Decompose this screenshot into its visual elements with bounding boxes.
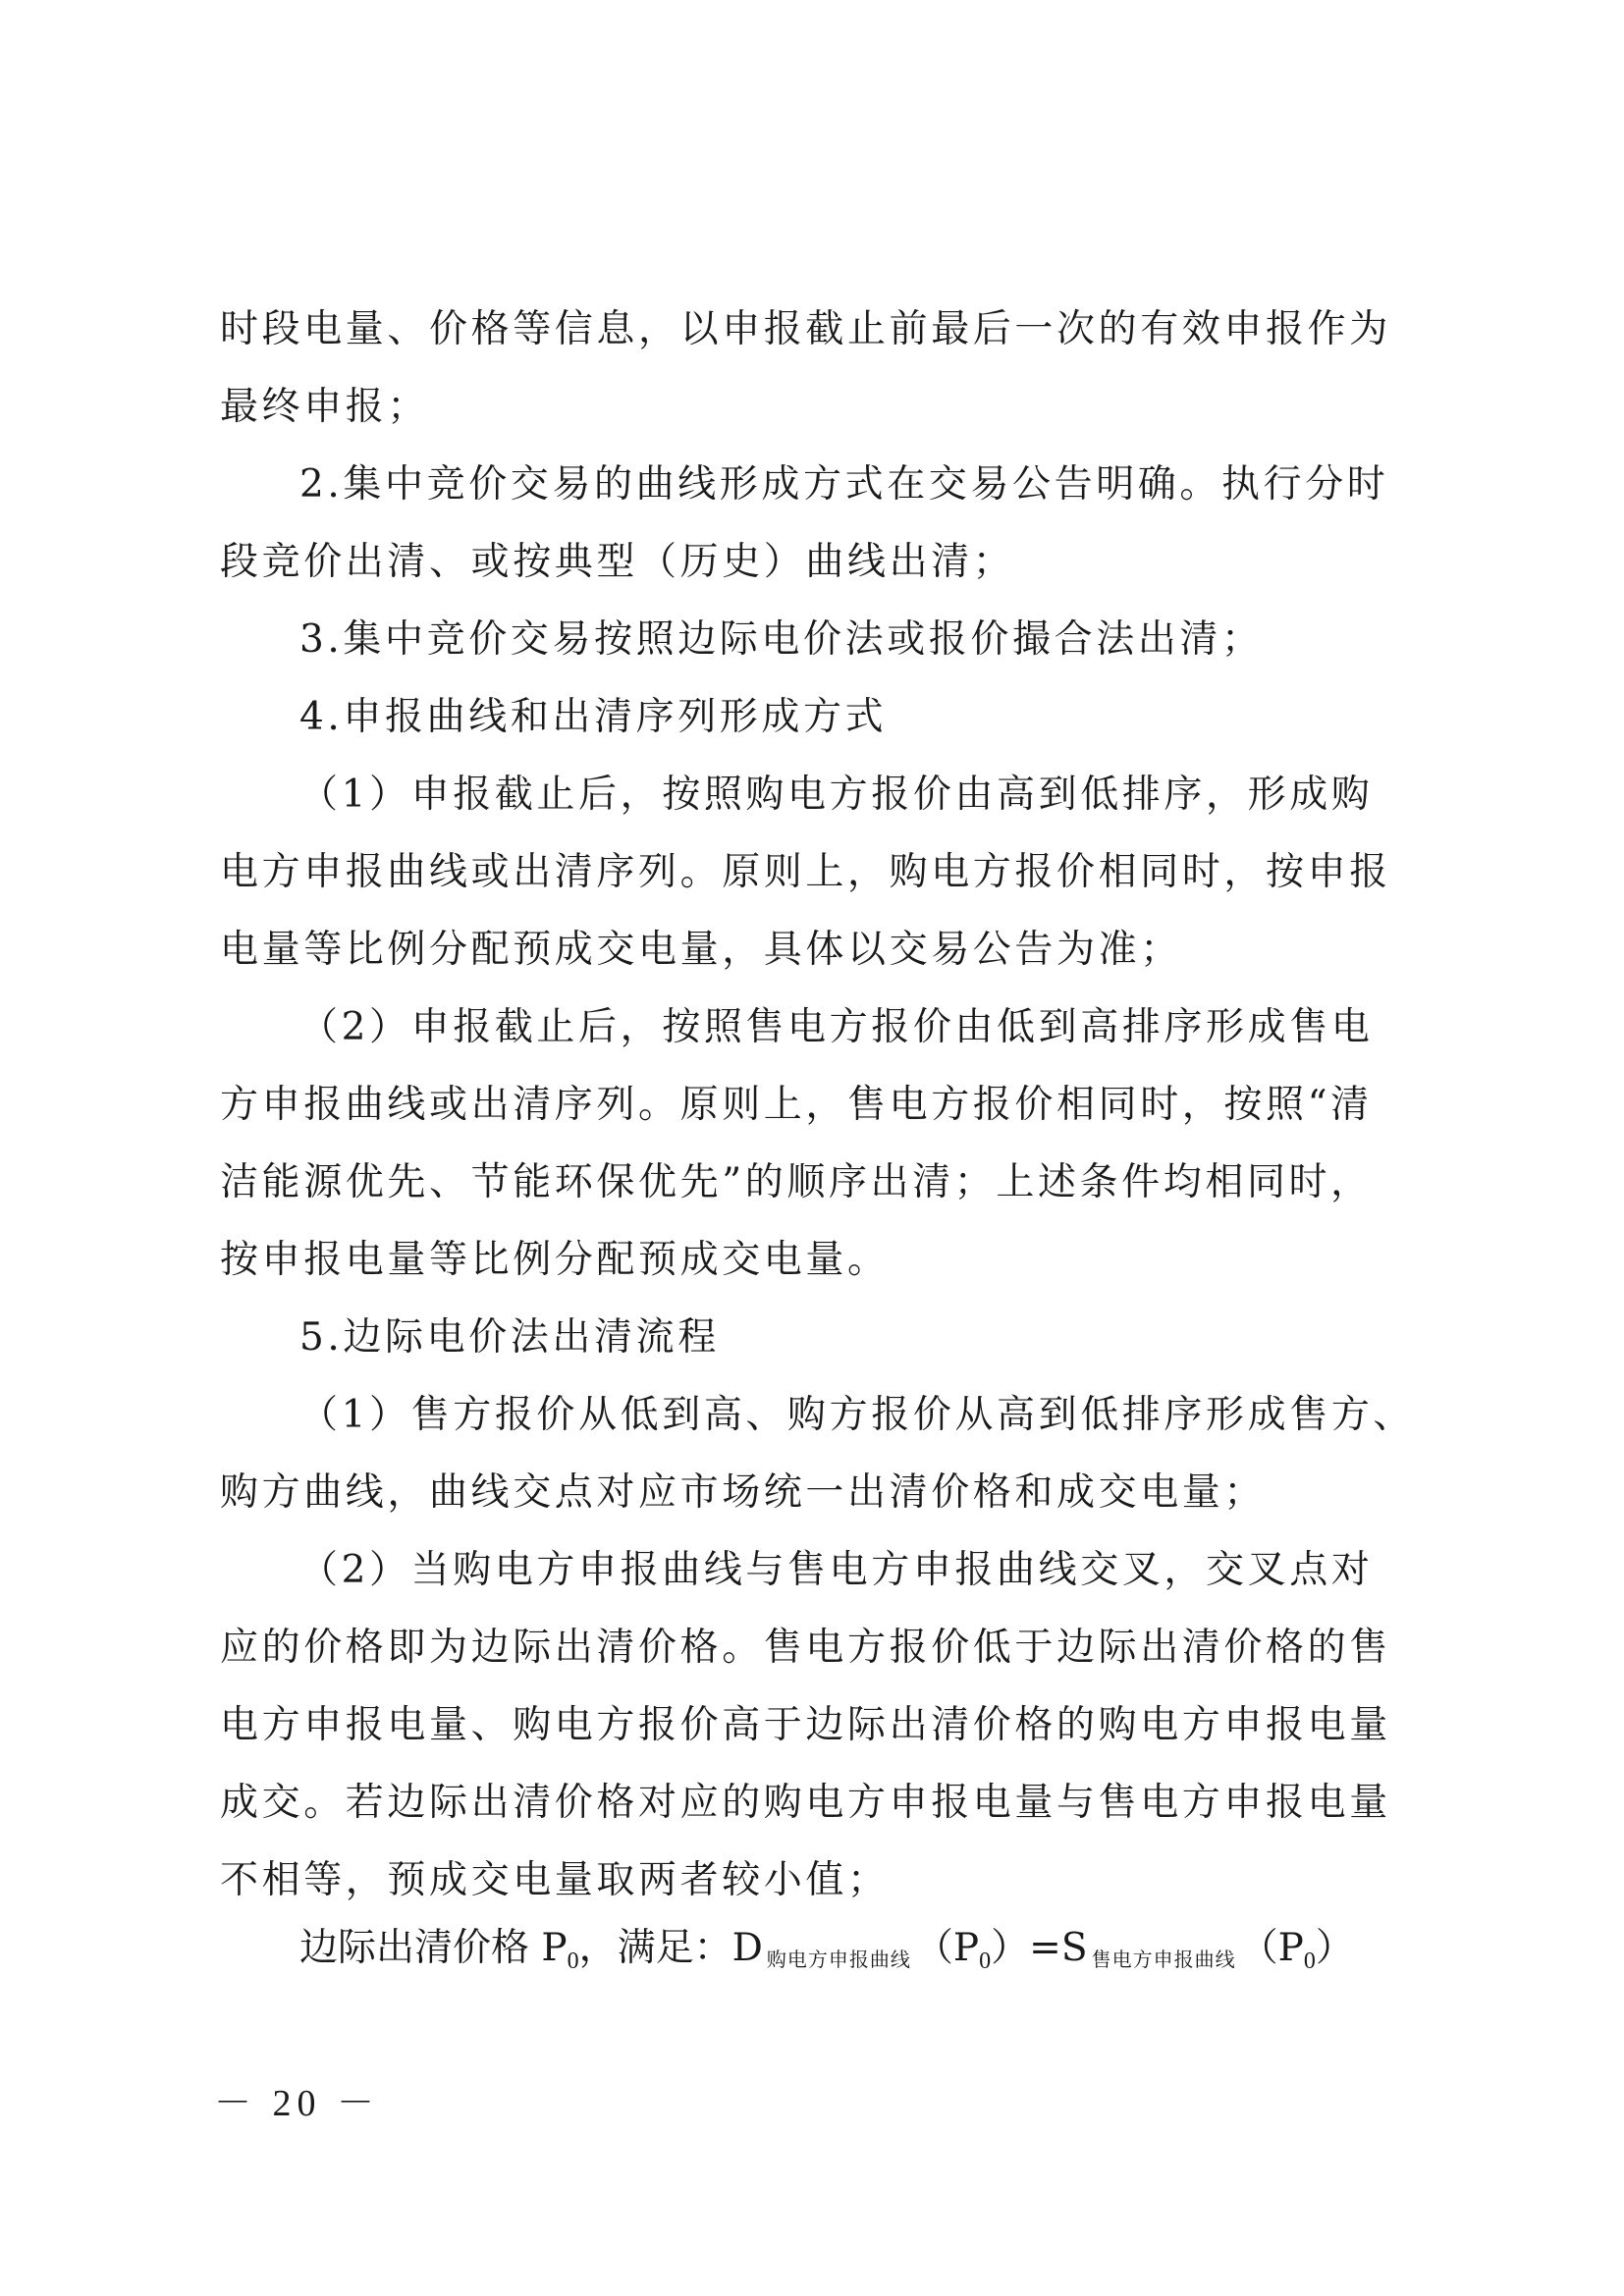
body-line: 电方申报曲线或出清序列。原则上，购电方报价相同时，按申报 — [220, 850, 1391, 894]
body-line: 应的价格即为边际出清价格。售电方报价低于边际出清价格的售 — [220, 1626, 1391, 1670]
formula-middle: ，满足：D — [578, 1926, 763, 1970]
section-heading: 4.申报曲线和出清序列形成方式 — [299, 695, 888, 739]
body-line: 按申报电量等比例分配预成交电量。 — [220, 1238, 890, 1282]
body-line: （2）当购电方申报曲线与售电方申报曲线交叉，交叉点对 — [299, 1548, 1374, 1592]
body-line: 电量等比例分配预成交电量，具体以交易公告为准； — [220, 928, 1182, 972]
formula-prefix: 边际出清价格 P — [299, 1926, 568, 1970]
body-line: 不相等，预成交电量取两者较小值； — [220, 1858, 890, 1902]
body-line: 洁能源优先、节能环保优先”的顺序出清；上述条件均相同时， — [220, 1160, 1373, 1204]
body-line: 时段电量、价格等信息，以申报截止前最后一次的有效申报作为 — [220, 307, 1391, 351]
formula-arg1-open: （P — [914, 1926, 980, 1970]
body-line: 2.集中竞价交易的曲线形成方式在交易公告明确。执行分时 — [299, 462, 1389, 507]
body-line: 成交。若边际出清价格对应的购电方申报电量与售电方申报电量 — [220, 1781, 1391, 1825]
formula-arg1-close: ）=S — [991, 1926, 1088, 1970]
body-line: 最终申报； — [220, 385, 430, 429]
section-heading: 5.边际电价法出清流程 — [299, 1315, 720, 1360]
formula-p-subscript: 0 — [567, 1949, 579, 1974]
body-line: （1）申报截止后，按照购电方报价由高到低排序，形成购 — [299, 773, 1374, 817]
formula-d-subscript: 购电方申报曲线 — [766, 1948, 911, 1971]
formula-s-subscript: 售电方申报曲线 — [1091, 1948, 1236, 1971]
body-line: 方申报曲线或出清序列。原则上，售电方报价相同时，按照“清 — [220, 1083, 1373, 1127]
formula-arg1-subscript: 0 — [979, 1949, 992, 1974]
body-line: 购方曲线，曲线交点对应市场统一出清价格和成交电量； — [220, 1470, 1267, 1515]
formula-arg2-close: ） — [1315, 1926, 1354, 1970]
body-line: 3.集中竞价交易按照边际电价法或报价撮合法出清； — [299, 617, 1264, 662]
body-line: 段竞价出清、或按典型（历史）曲线出清； — [220, 540, 1015, 584]
formula-arg2-open: （P — [1239, 1926, 1304, 1970]
page-number: － 20 － — [214, 2083, 381, 2124]
body-line: （1）售方报价从低到高、购方报价从高到低排序形成售方、 — [299, 1393, 1416, 1437]
clearing-price-formula — [299, 1914, 1354, 1983]
formula-arg2-subscript: 0 — [1303, 1949, 1316, 1974]
body-line: 电方申报电量、购电方报价高于边际出清价格的购电方申报电量 — [220, 1703, 1391, 1747]
body-line: （2）申报截止后，按照售电方报价由低到高排序形成售电 — [299, 1005, 1374, 1049]
